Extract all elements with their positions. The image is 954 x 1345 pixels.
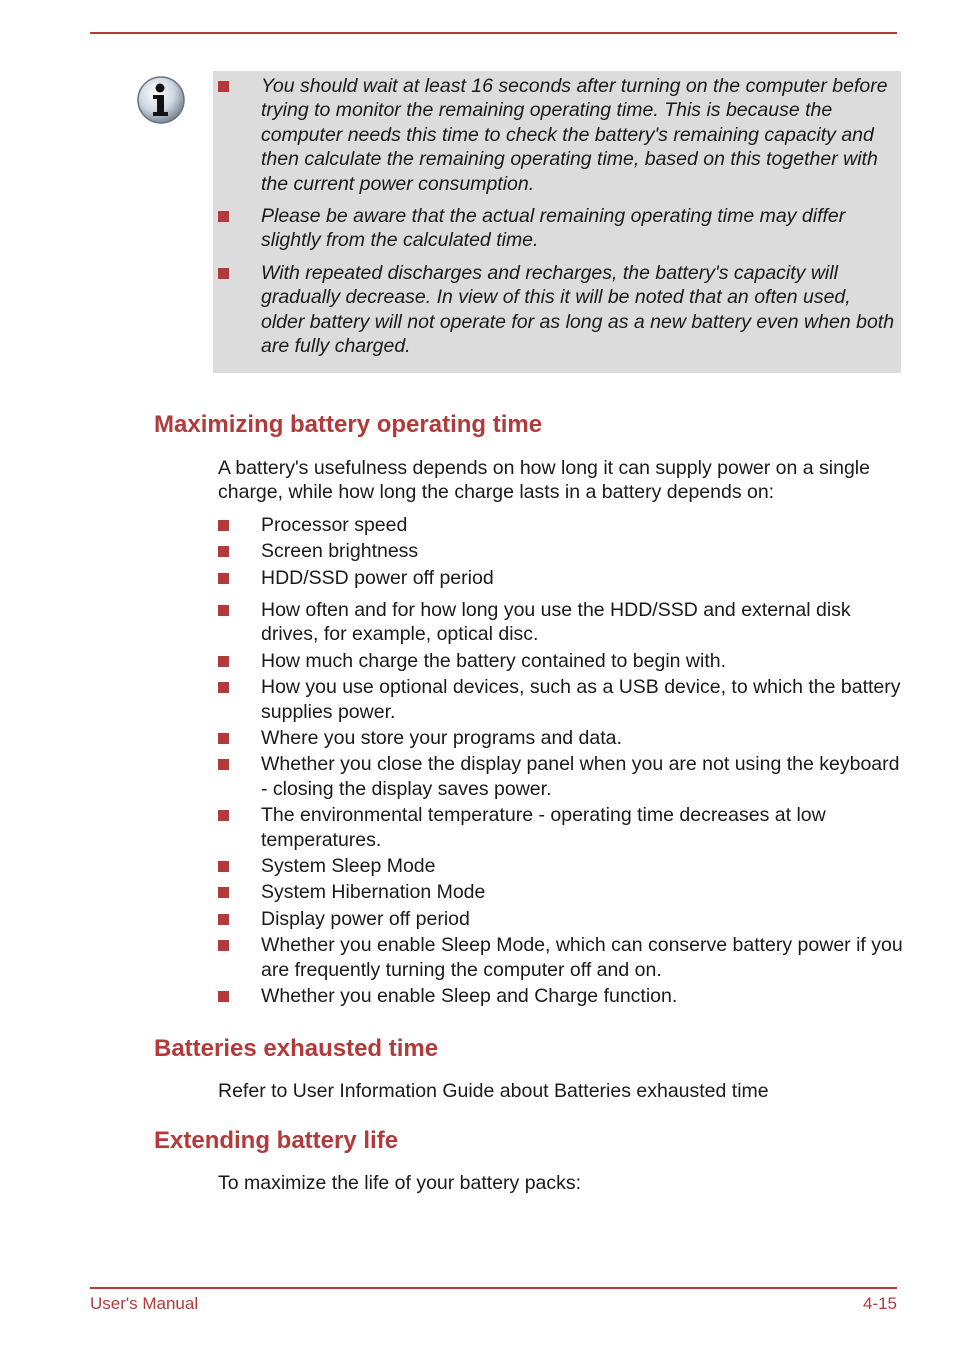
bullet-square-icon	[218, 887, 229, 898]
note-item: Please be aware that the actual remaining operating time may differ slightly from the calculated time.	[213, 204, 901, 253]
footer-manual-title: User's Manual	[90, 1294, 199, 1313]
bullet-square-icon	[218, 991, 229, 1002]
bullet-square-icon	[218, 656, 229, 667]
list-item: Processor speed	[213, 513, 903, 537]
bullet-square-icon	[218, 605, 229, 616]
bullet-square-icon	[218, 520, 229, 531]
list-item: How much charge the battery contained to begin with.	[213, 649, 903, 673]
list-item: HDD/SSD power off period	[213, 566, 903, 590]
list-item: System Sleep Mode	[213, 854, 903, 878]
list-item: How you use optional devices, such as a USB device, to which the battery supplies power.	[213, 675, 903, 724]
section-heading-extending: Extending battery life	[154, 1127, 399, 1154]
bullet-square-icon	[218, 810, 229, 821]
list-item: The environmental temperature - operating time decreases at low temperatures.	[213, 803, 903, 852]
bullet-square-icon	[218, 573, 229, 584]
bullet-square-icon	[218, 546, 229, 557]
bullet-square-icon	[218, 940, 229, 951]
footer-page-number: 4-15	[862, 1294, 897, 1313]
list-item: How often and for how long you use the HDD/SSD and external disk drives, for example, optical disc.	[213, 598, 903, 647]
note-list	[213, 74, 901, 366]
bullet-square-icon	[218, 733, 229, 744]
bullet-square-icon	[218, 759, 229, 770]
header-rule	[90, 32, 897, 34]
note-item: You should wait at least 16 seconds after turning on the computer before trying to monitor the remaining operating time. This is because the computer needs this time to check the battery's remaining capacity and then calculate the remaining operating time, based on this together with the current power consumption.	[213, 74, 901, 196]
list-item: Whether you enable Sleep Mode, which can conserve battery power if you are frequently turning the computer off and on.	[213, 933, 903, 982]
bullet-square-icon	[218, 682, 229, 693]
footer-rule	[90, 1287, 897, 1289]
section-heading-exhausted: Batteries exhausted time	[154, 1035, 439, 1062]
bullet-square-icon	[218, 861, 229, 872]
info-icon	[136, 75, 186, 125]
list-item: Screen brightness	[213, 539, 903, 563]
list-item: System Hibernation Mode	[213, 880, 903, 904]
list-item: Display power off period	[213, 907, 903, 931]
bullet-square-icon	[218, 268, 229, 279]
list-item: Whether you close the display panel when you are not using the keyboard - closing the display saves power.	[213, 752, 903, 801]
list-item: Where you store your programs and data.	[213, 726, 903, 750]
note-item: With repeated discharges and recharges, the battery's capacity will gradually decrease. In view of this it will be noted that an often used, older battery will not operate for as long as a new battery even when both are fully charged.	[213, 261, 901, 359]
bullet-square-icon	[218, 211, 229, 222]
bullet-square-icon	[218, 914, 229, 925]
bullet-square-icon	[218, 81, 229, 92]
exhausted-text: Refer to User Information Guide about Batteries exhausted time	[218, 1080, 769, 1102]
extending-text: To maximize the life of your battery packs:	[218, 1172, 582, 1194]
factor-list-b	[213, 598, 903, 1009]
factor-list-a	[213, 513, 903, 590]
maximizing-intro: A battery's usefulness depends on how long it can supply power on a single charge, while how long the charge lasts in a battery depends on:	[218, 457, 870, 504]
section-heading-maximizing: Maximizing battery operating time	[154, 411, 543, 438]
list-item: Whether you enable Sleep and Charge function.	[213, 984, 903, 1008]
